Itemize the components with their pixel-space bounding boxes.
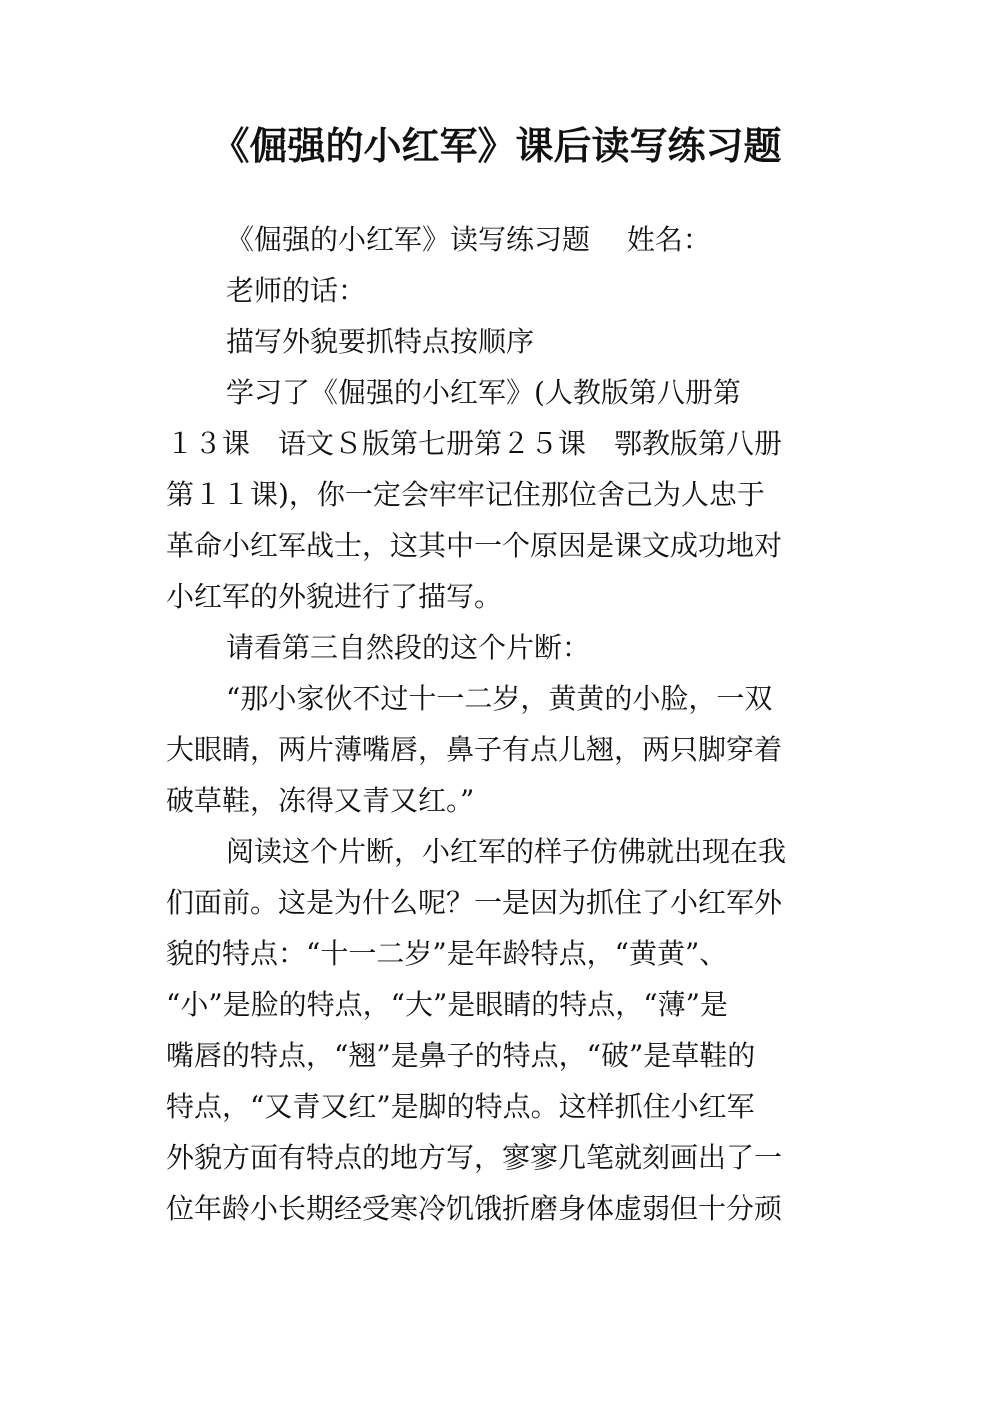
text-line: 特点，“又青又红”是脚的特点。这样抓住小红军 <box>166 1090 755 1123</box>
document-body <box>166 214 828 1234</box>
text-line: 阅读这个片断，小红军的样子仿佛就出现在我 <box>226 835 787 868</box>
text-line: 《倔强的小红军》读写练习题 姓名： <box>226 223 711 256</box>
text-line: 革命小红军战士，这其中一个原因是课文成功地对 <box>166 529 783 562</box>
document-title: 《倔强的小红军》课后读写练习题 <box>211 124 782 168</box>
text-line: “小”是脸的特点，“大”是眼睛的特点，“薄”是 <box>166 988 728 1021</box>
text-line: 位年龄小长期经受寒冷饥饿折磨身体虚弱但十分顽 <box>166 1192 783 1225</box>
text-line: 描写外貌要抓特点按顺序 <box>226 325 535 358</box>
text-line: 小红军的外貌进行了描写。 <box>166 580 503 613</box>
text-line: 嘴唇的特点，“翘”是鼻子的特点，“破”是草鞋的 <box>166 1039 756 1072</box>
text-line: 们面前。这是为什么呢？一是因为抓住了小红军外 <box>166 886 783 919</box>
text-line: 破草鞋，冻得又青又红。” <box>166 784 475 817</box>
text-line: 第１１课)，你一定会牢牢记住那位舍己为人忠于 <box>166 478 765 511</box>
text-line: “那小家伙不过十一二岁，黄黄的小脸，一双 <box>226 682 773 715</box>
text-line: １３课 语文Ｓ版第七册第２５课 鄂教版第八册 <box>166 427 783 460</box>
text-line: 外貌方面有特点的地方写，寥寥几笔就刻画出了一 <box>166 1141 783 1174</box>
text-line: 请看第三自然段的这个片断： <box>226 631 591 664</box>
text-line: 貌的特点：“十一二岁”是年龄特点，“黄黄”、 <box>166 937 728 970</box>
text-line: 大眼睛，两片薄嘴唇，鼻子有点儿翘，两只脚穿着 <box>166 733 783 766</box>
text-line: 学习了《倔强的小红军》(人教版第八册第 <box>226 376 741 409</box>
text-line: 老师的话： <box>226 274 367 307</box>
